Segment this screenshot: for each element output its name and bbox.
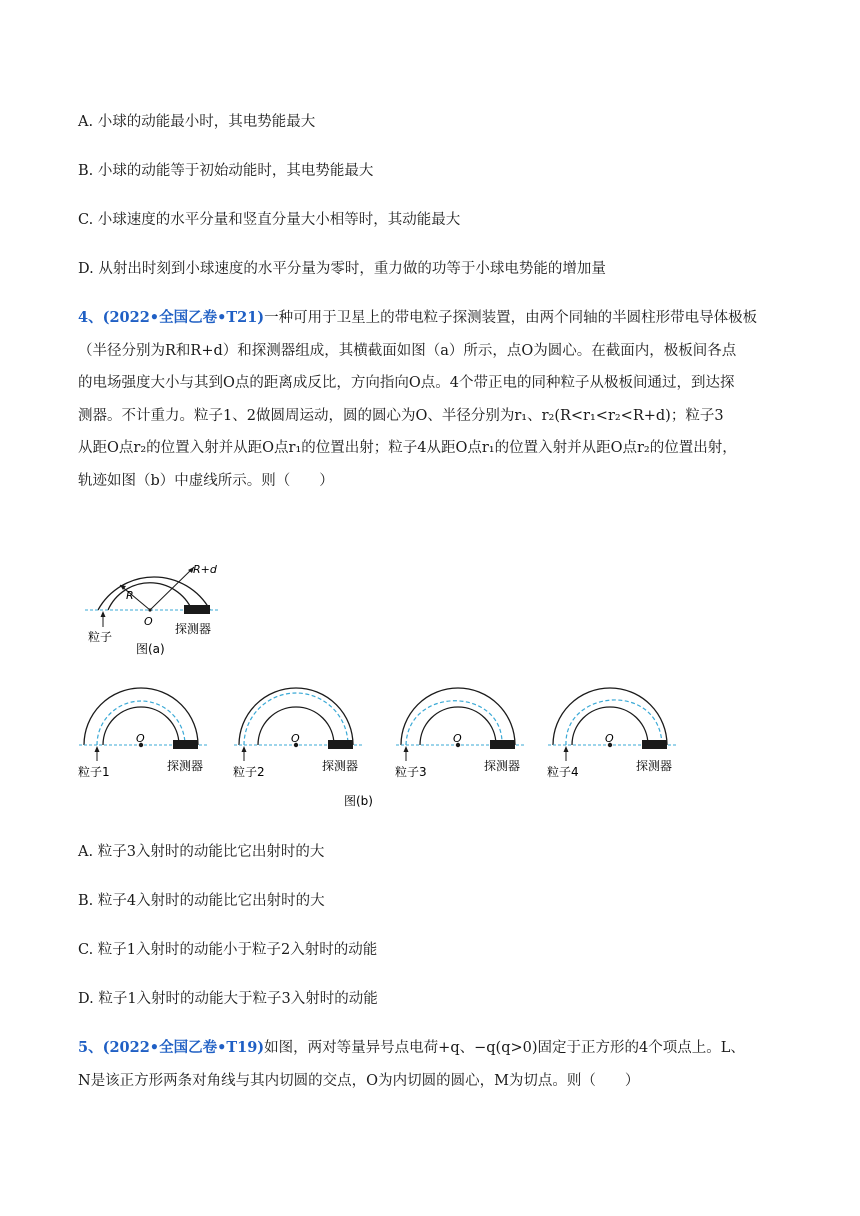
fig-b-particle-arrowhead xyxy=(242,746,247,752)
fig-b-label-detector: 探测器 xyxy=(636,759,673,773)
fig-a-particle-arrowhead xyxy=(101,611,106,617)
fig-a-detector xyxy=(184,605,210,614)
fig-b-label-detector: 探测器 xyxy=(484,759,521,773)
q3-option-b: B. 小球的动能等于初始动能时，其电势能最大 xyxy=(78,163,374,179)
fig-a-caption: 图(a) xyxy=(136,642,165,656)
fig-b-caption: 图(b) xyxy=(344,794,373,808)
fig-b-label-o: O xyxy=(453,732,462,745)
q4-line3: 的电场强度大小与其到O点的距离成反比，方向指向O点。4个带正电的同种粒子从极板间通过，到达探 xyxy=(78,375,735,391)
fig-b-label-o: O xyxy=(136,732,145,745)
fig-b-detector xyxy=(490,740,515,749)
fig-b-label-particle: 粒子3 xyxy=(395,765,427,779)
fig-a-radius-rd xyxy=(150,567,194,610)
q4-line6: 轨迹如图（b）中虚线所示。则（ ） xyxy=(78,472,334,489)
fig-a-label-o: O xyxy=(144,615,153,628)
q4-line5: 从距O点r₂的位置入射并从距O点r₁的位置出射；粒子4从距O点r₁的位置入射并从距O点r₂的位置出射， xyxy=(78,440,737,456)
fig-b-panel-1 xyxy=(78,688,208,779)
fig-b-particle-arrowhead xyxy=(404,746,409,752)
fig-b-particle-arrowhead xyxy=(95,746,100,752)
q4-option-a: A. 粒子3入射时的动能比它出射时的大 xyxy=(78,844,325,860)
fig-b-label-detector: 探测器 xyxy=(167,759,204,773)
q4-line2: （半径分别为R和R+d）和探测器组成，其横截面如图（a）所示，点O为圆心。在截面内，极板间各点 xyxy=(78,342,737,359)
fig-a-radius-r xyxy=(120,585,150,610)
fig-b-detector xyxy=(642,740,667,749)
fig-a-label-rd: R+d xyxy=(193,563,217,576)
fig-b-particle-arrowhead xyxy=(564,746,569,752)
figure-b xyxy=(76,685,686,810)
q4-line1: 一种可用于卫星上的带电粒子探测装置，由两个同轴的半圆柱形带电导体极板 xyxy=(264,310,758,326)
fig-b-detector xyxy=(328,740,353,749)
q3-option-c: C. 小球速度的水平分量和竖直分量大小相等时，其动能最大 xyxy=(78,212,461,228)
q4-option-d: D. 粒子1入射时的动能大于粒子3入射时的动能 xyxy=(78,991,378,1007)
q3-option-a: A. 小球的动能最小时，其电势能最大 xyxy=(78,114,316,130)
fig-b-label-detector: 探测器 xyxy=(322,759,359,773)
fig-b-label-particle: 粒子4 xyxy=(547,765,579,779)
fig-a-label-particle: 粒子 xyxy=(88,630,113,644)
fig-b-panel-3 xyxy=(395,688,525,779)
fig-b-label-o: O xyxy=(291,732,300,745)
q5-stem xyxy=(78,1032,788,1097)
fig-b-label-particle: 粒子1 xyxy=(78,765,110,779)
q5-header: 5、(2022•全国乙卷•T19) xyxy=(78,1039,265,1056)
q4-line4: 测器。不计重力。粒子1、2做圆周运动，圆的圆心为O、半径分别为r₁、r₂(R<r₁<r₂<R+d)；粒子3 xyxy=(78,407,724,424)
q3-option-d: D. 从射出时刻到小球速度的水平分量为零时，重力做的功等于小球电势能的增加量 xyxy=(78,261,606,277)
q4-option-c: C. 粒子1入射时的动能小于粒子2入射时的动能 xyxy=(78,942,378,958)
figure-a xyxy=(80,555,240,665)
fig-b-label-o: O xyxy=(605,732,614,745)
q4-header: 4、(2022•全国乙卷•T21) xyxy=(78,309,265,326)
fig-b-panel-2 xyxy=(233,688,363,779)
q4-option-b: B. 粒子4入射时的动能比它出射时的大 xyxy=(78,893,325,909)
fig-a-label-r: R xyxy=(126,589,134,602)
fig-b-detector xyxy=(173,740,198,749)
fig-b-panel-4 xyxy=(547,688,677,779)
fig-b-label-particle: 粒子2 xyxy=(233,765,265,779)
q4-stem xyxy=(78,302,788,497)
fig-a-label-detector: 探测器 xyxy=(175,622,212,636)
q5-line1: 如图，两对等量异号点电荷+q、−q(q>0)固定于正方形的4个项点上。L、 xyxy=(264,1040,745,1056)
q5-line2: N是该正方形两条对角线与其内切圆的交点，O为内切圆的圆心，M为切点。则（ ） xyxy=(78,1072,640,1089)
